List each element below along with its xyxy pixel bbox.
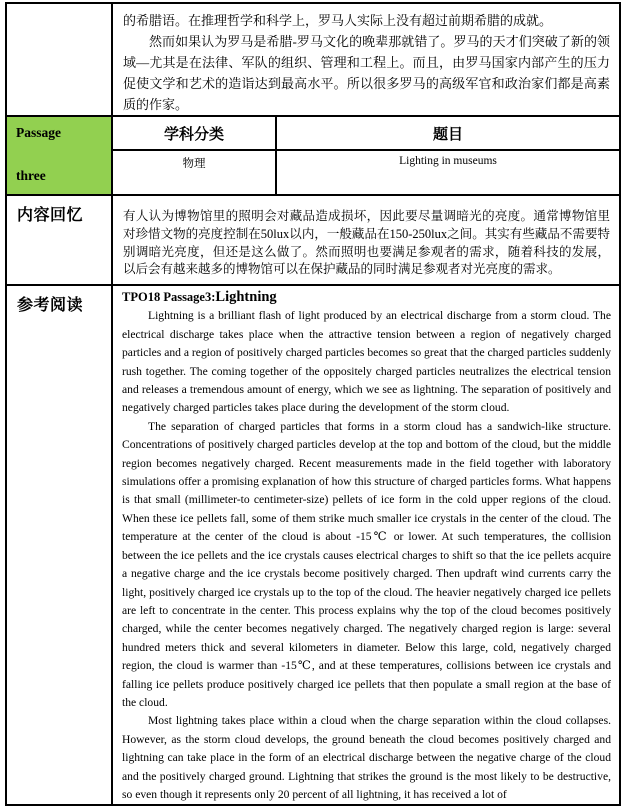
passage-label-line2: three <box>16 168 46 183</box>
reference-paragraph-3: Most lightning takes place within a cloud when the charge separation within the cloud collapses. However, as the storm cloud develops, the ground beneath the cloud becomes positively charged and lightning can take place in the form of an electrical discharge between the negative charge of the cloud and the positively charged ground. Lightning that strikes the ground is the most likely to be destructive, so even though it represents only 20 percent of all lightning, it has received a lot of <box>122 714 611 801</box>
study-notes-table <box>5 2 621 806</box>
reference-paragraph-2: The separation of charged particles that forms in a storm cloud has a sandwich-like structure. Concentrations of positively charged particles develop at the top and bottom of the cloud, but the middle region becomes negatively charged. Recent measurements made in the field together with laboratory simulations offer a promising explanation of how this structure of charged particles forms. What happens is that small (millimeter-to centimeter-size) pellets of ice form in the cold upper regions of the cloud. When these ice pellets fall, some of them strike much smaller ice crystals in the center of the cloud. The temperature at the center of the cloud is about -15℃ or lower. At such temperatures, the collision between the ice pellets and the ice crystals causes electrical charges to shift so that the ice pellets acquire a negative charge and the ice crystals become positively charged. Then updraft wind currents carry the light, positively charged ice crystals up to the top of the cloud. The heavier negatively charged ice pellets are left to concentrate in the center. This process explains why the top of the cloud becomes positively charged, while the center becomes negatively charged. The negatively charged region is large: several hundred meters thick and several kilometers in diameter. Below this large, cold, negatively charged region, the cloud is warmer than -15℃, and at these temperatures, collisions between ice crystals and falling ice pellets produce positively charged ice pellets that then populate a small region at the base of the cloud. <box>122 419 611 709</box>
reference-passage-heading-title: Lightning <box>215 289 277 305</box>
reference-paragraph-1: Lightning is a brilliant flash of light produced by an electrical discharge from a storm cloud. The electrical discharge takes place when the attractive tension between a region of negatively charged particles and a region of positively charged particles becomes so great that the charged particles suddenly rush together. The coming together of the oppositely charged particles neutralizes the electrical tension and releases a tremendous amount of energy, which we see as lightning. The separation of positively and negatively charged particles takes place during the development of the storm cloud. <box>122 309 611 415</box>
table-row-header <box>6 116 620 150</box>
subject-value-cell: 物理 <box>112 150 276 195</box>
table-row-previous-passage <box>6 3 620 116</box>
previous-passage-paragraph-1: 的希腊语。在推理哲学和科学上，罗马人实际上没有超过前期希腊的成就。 <box>123 13 553 28</box>
reference-reading-label-cell: 参考阅读 <box>6 285 112 805</box>
table-row-reference-reading <box>6 285 620 805</box>
previous-passage-label-cell-empty <box>6 3 112 116</box>
table-row-content-recall <box>6 195 620 285</box>
reference-reading-text-cell <box>112 285 620 805</box>
previous-passage-text-cell <box>112 3 620 116</box>
reference-passage-heading-prefix: TPO18 Passage3: <box>122 290 216 304</box>
content-recall-text-cell: 有人认为博物馆里的照明会对藏品造成损坏，因此要尽量调暗光的亮度。通常博物馆里对珍惜文物的亮度控制在50lux以内，一般藏品在150-250lux之间。其实有些藏品不需要特别调暗光亮度，但还是这么做了。然而照明也要满足参观者的需求，随着科技的发展，以后会有越来越多的博物馆可以在保护藏品的同时满足参观者对光亮度的需求。 <box>112 195 620 285</box>
subject-category-header-cell: 学科分类 <box>112 116 276 150</box>
reference-passage-heading <box>122 288 611 307</box>
content-recall-label-cell: 内容回忆 <box>6 195 112 285</box>
topic-value-cell: Lighting in museums <box>276 150 620 195</box>
previous-passage-paragraph-2: 然而如果认为罗马是希腊-罗马文化的晚辈那就错了。罗马的天才们突破了新的领域—尤其是在法律、军队的组织、管理和工程上。而且，由罗马国家内部产生的压力促使文学和艺术的造诣达到最高水平。所以很多罗马的高级军官和政治家们都是高素质的作家。 <box>123 34 610 112</box>
passage-label-line1: Passage <box>16 125 61 140</box>
topic-header-cell: 题目 <box>276 116 620 150</box>
passage-number-cell <box>6 116 112 195</box>
